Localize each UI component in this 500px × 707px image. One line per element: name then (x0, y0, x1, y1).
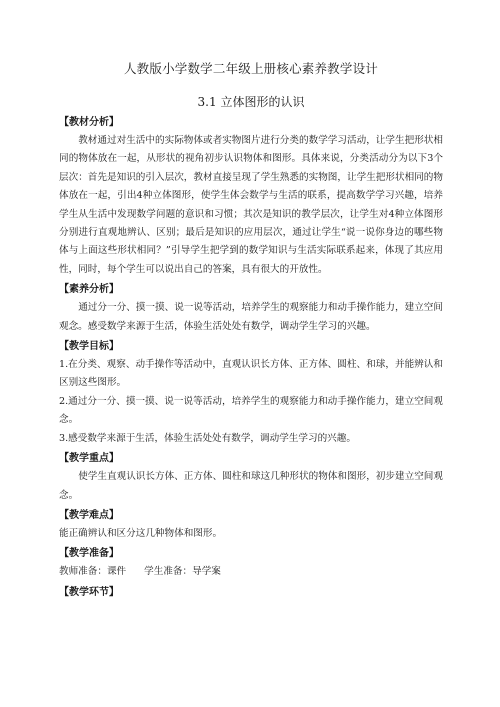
material-analysis-text: 教材通过对生活中的实际物体或者实物图片进行分类的数学学习活动，让学生把形状相同的物体放在一起，从形状的视角初步认识物体和图形。具体来说，分类活动分为以下3个层次：首先是知识的引入层次，教材直接呈现了学生熟悉的实物图，让学生把形状相同的物体放在一起，引出4种立体图形，使学生体会数学与生活的联系，提高数学学习兴趣，培养学生从生活中发现数学问题的意识和习惯；其次是知识的教学层次，让学生对4种立体图形分别进行直观地辨认、区别；最后是知识的应用层次，通过让学生“说一说你身边的哪些物体与上面这些形状相同？”引导学生把学到的数学知识与生活实际联系起来，体现了其应用性，同时，每个学生可以说出自己的答案，具有很大的开放性。 (59, 135, 443, 275)
section-teaching-goals (59, 340, 443, 448)
goal-item: 2.通过分一分、摸一摸、说一说等活动，培养学生的观察能力和动手操作能力，建立空间观念。 (59, 395, 443, 426)
document-title: 人教版小学数学二年级上册核心素养教学设计 (123, 61, 378, 76)
lesson-title: 3.1 立体图形的认识 (197, 95, 305, 109)
goal-item: 1.在分类、观察、动手操作等活动中，直观认识长方体、正方体、圆柱、和球，并能辨认和区别这些图形。 (59, 359, 443, 389)
teacher-preparation: 教师准备：课件 (59, 566, 127, 578)
section-heading: 【教学目标】 (59, 341, 119, 353)
section-key-points (59, 452, 443, 505)
goal-item: 3.感受数学来源于生活，体验生活处处有数学，调动学生学习的兴趣。 (59, 432, 356, 444)
section-heading: 【教学重点】 (59, 453, 119, 465)
section-process (59, 586, 443, 600)
section-heading: 【素养分析】 (59, 284, 119, 296)
section-heading: 【教学环节】 (59, 586, 119, 598)
preparation-line (59, 563, 443, 581)
key-points-text: 使学生直观认识长方体、正方体、圆柱和球这几种形状的物体和图形，初步建立空间观念。 (59, 471, 443, 501)
document-page (59, 60, 443, 602)
section-heading: 【教材分析】 (59, 117, 119, 128)
section-material-analysis (59, 116, 443, 279)
section-difficulties (59, 509, 443, 543)
section-preparation (59, 547, 443, 581)
difficulties-text: 能正确辨认和区分这几种物体和图形。 (59, 527, 223, 539)
section-heading: 【教学难点】 (59, 509, 119, 521)
student-preparation: 学生准备：导学案 (144, 566, 221, 578)
section-heading: 【教学准备】 (59, 548, 119, 560)
section-literacy-analysis (59, 283, 443, 336)
literacy-analysis-text: 通过分一分、摸一摸、说一说等活动，培养学生的观察能力和动手操作能力，建立空间观念。感受数学来源于生活，体验生活处处有数学，调动学生学习的兴趣。 (59, 302, 443, 332)
